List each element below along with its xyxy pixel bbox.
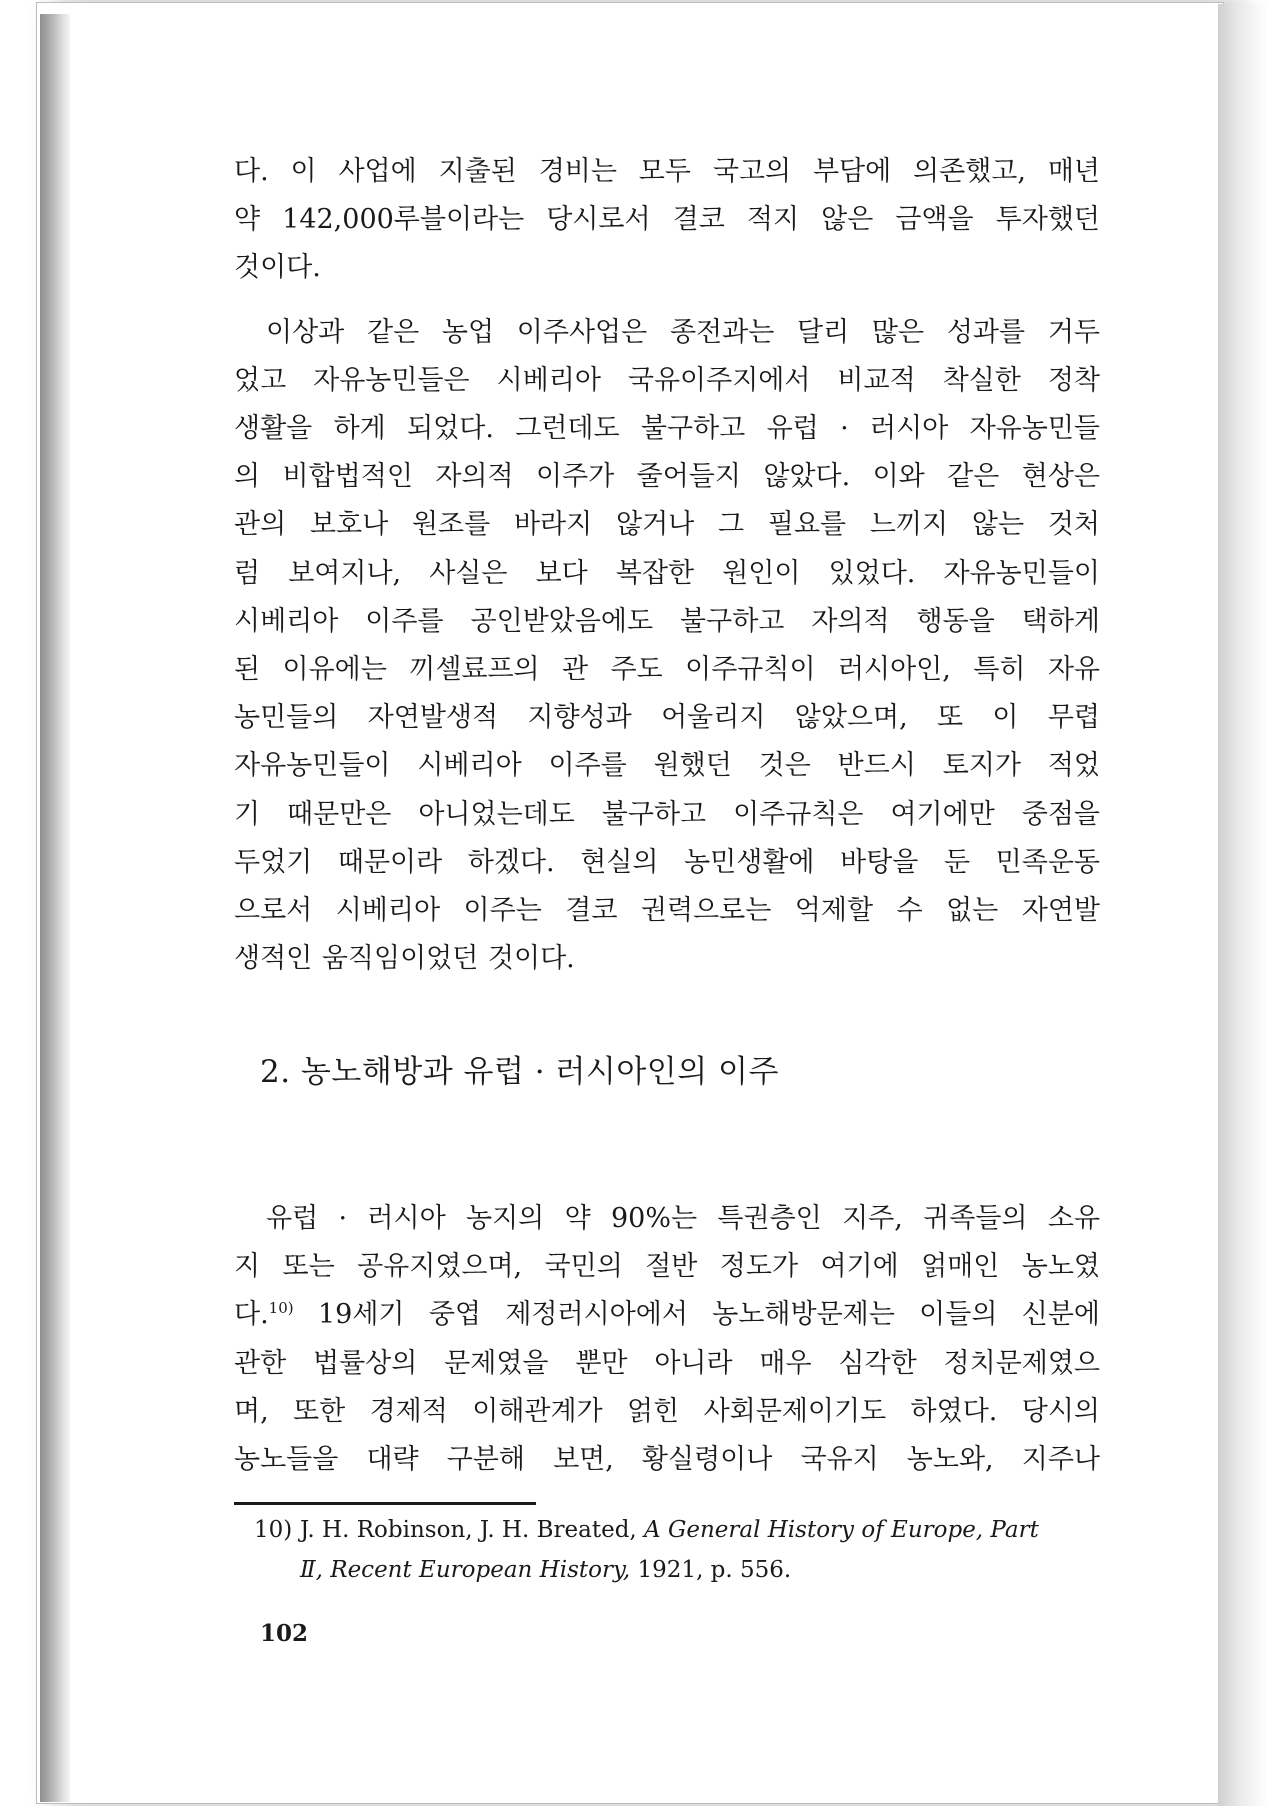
text-line: 농노들을 대략 구분해 보면, 황실령이나 국유지 농노와, 지주나 bbox=[234, 1444, 1100, 1476]
page-outer-edge bbox=[1218, 4, 1268, 1806]
text-line: 생적인 움직임이었던 것이다. bbox=[234, 943, 575, 975]
text-line: 기 때문만은 아니었는데도 불구하고 이주규칙은 여기에만 중점을 bbox=[234, 798, 1100, 830]
text-line: 관의 보호나 원조를 바라지 않거나 그 필요를 느끼지 않는 것처 bbox=[234, 509, 1100, 541]
footnote-number: 10) bbox=[254, 1517, 293, 1543]
paragraph-1 bbox=[234, 148, 1100, 293]
paragraph-3 bbox=[234, 1195, 1100, 1484]
page-number: 102 bbox=[260, 1620, 309, 1647]
footnote-line-2 bbox=[254, 1550, 1100, 1590]
text-line: 유럽 · 러시아 농지의 약 90%는 특권층인 지주, 귀족들의 소유 bbox=[266, 1203, 1100, 1234]
text-line: 럼 보여지나, 사실은 보다 복잡한 원인이 있었다. 자유농민들이 bbox=[234, 557, 1100, 589]
text-line: 것이다. bbox=[234, 252, 321, 284]
text-line: 생활을 하게 되었다. 그런데도 불구하고 유럽 · 러시아 자유농민들 bbox=[234, 413, 1100, 445]
text-line: 며, 또한 경제적 이해관계가 얽힌 사회문제이기도 하였다. 당시의 bbox=[234, 1395, 1100, 1427]
text-line: 었고 자유농민들은 시베리아 국유이주지에서 비교적 착실한 정착 bbox=[234, 364, 1100, 396]
footnote-publication: 1921, p. 556. bbox=[630, 1557, 792, 1583]
text-line: 두었기 때문이라 하겠다. 현실의 농민생활에 바탕을 둔 민족운동 bbox=[234, 846, 1100, 878]
text-line: 된 이유에는 끼셀료프의 관 주도 이주규칙이 러시아인, 특히 자유 bbox=[234, 654, 1100, 686]
section-heading: 2. 농노해방과 유럽 · 러시아인의 이주 bbox=[260, 1054, 779, 1090]
paragraph-2 bbox=[234, 309, 1100, 984]
footnote-reference: 10) bbox=[268, 1299, 294, 1318]
text-line: 시베리아 이주를 공인받았음에도 불구하고 자의적 행동을 택하게 bbox=[234, 605, 1100, 637]
page-binding-edge bbox=[40, 14, 70, 1802]
text-line: 다. 이 사업에 지출된 경비는 모두 국고의 부담에 의존했고, 매년 bbox=[234, 156, 1100, 187]
body-text-upper bbox=[234, 148, 1100, 983]
text-fragment: 19세기 중엽 제정러시아에서 농노해방문제는 이들의 신분에 bbox=[293, 1299, 1100, 1331]
text-line: 이상과 같은 농업 이주사업은 종전과는 달리 많은 성과를 거두 bbox=[266, 316, 1100, 348]
text-line: 자유농민들이 시베리아 이주를 원했던 것은 반드시 토지가 적었 bbox=[234, 750, 1100, 782]
text-line: 으로서 시베리아 이주는 결코 권력으로는 억제할 수 없는 자연발 bbox=[234, 895, 1100, 927]
text-line: 의 비합법적인 자의적 이주가 줄어들지 않았다. 이와 같은 현상은 bbox=[234, 461, 1100, 493]
text-line: 관한 법률상의 문제였을 뿐만 아니라 매우 심각한 정치문제였으 bbox=[234, 1347, 1100, 1379]
text-fragment: 다. bbox=[234, 1299, 269, 1331]
footnote-divider bbox=[234, 1502, 536, 1505]
footnote-title: A General History of Europe, Part bbox=[644, 1517, 1039, 1543]
text-line: 지 또는 공유지였으며, 국민의 절반 정도가 여기에 얽매인 농노였 bbox=[234, 1251, 1100, 1283]
text-line: 약 142,000루블이라는 당시로서 결코 적지 않은 금액을 투자했던 bbox=[234, 204, 1100, 236]
text-line: 농민들의 자연발생적 지향성과 어울리지 않았으며, 또 이 무렵 bbox=[234, 702, 1100, 734]
footnote-authors: J. H. Robinson, J. H. Breated, bbox=[300, 1517, 645, 1543]
footnote bbox=[254, 1510, 1100, 1590]
text-line-with-footnote bbox=[234, 1291, 1100, 1339]
body-text-lower bbox=[234, 1195, 1100, 1484]
footnote-title-continued: Ⅱ, Recent European History, bbox=[300, 1557, 631, 1583]
